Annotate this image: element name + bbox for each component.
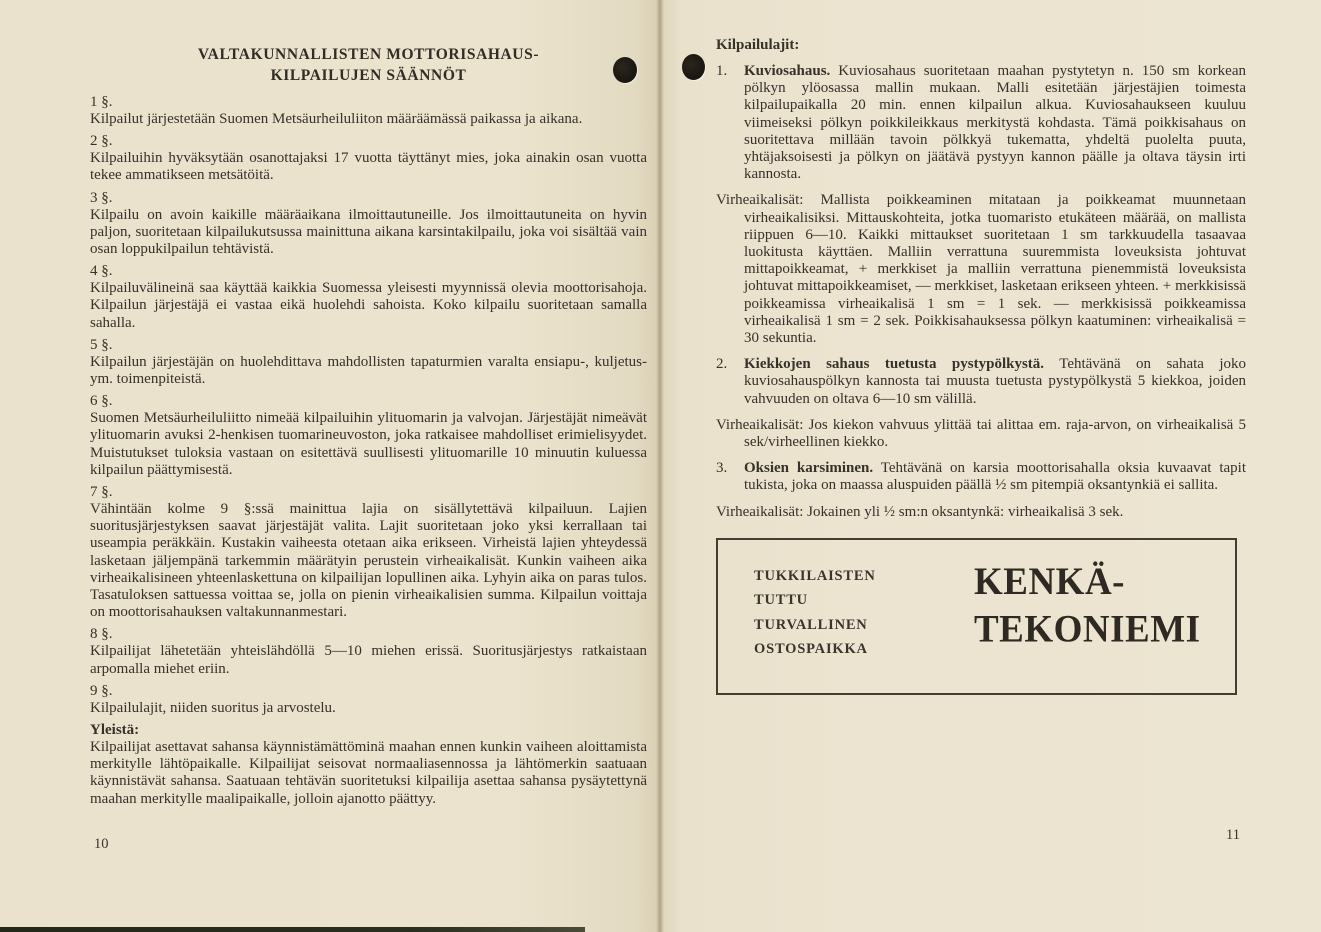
penalty-2-label: Virheaikalisät:: [716, 416, 804, 433]
events-heading: Kilpailulajit:: [716, 37, 800, 53]
event-item-2-title: Kiekkojen sahaus tuetusta pystypölkystä.: [744, 356, 1045, 373]
section-9-heading: 9 §.: [90, 682, 113, 699]
section-6-body: Suomen Metsäurheiluliitto nimeää kilpailuihin ylituomarin ja valvojan. Järjestäjät nimeävät ylituomarin avuksi 2-henkisen tuomarineuvoston, joka ratkaisee mahdolliset erimielisyydet. Muistutukset tuloksia vastaan on esitettävä suullisesti ylituomarille 10 minuutin kuluessa kilpailun päättymisestä.: [90, 410, 647, 478]
event-item-1: [716, 63, 1246, 183]
event-item-1-title: Kuviosahaus.: [744, 63, 831, 79]
page-number-left: 10: [94, 836, 109, 852]
penalty-1-label: Virheaikalisät:: [716, 192, 804, 209]
section-5-heading: 5 §.: [90, 336, 113, 353]
event-item-3-number: 3.: [716, 460, 728, 477]
event-item-3-title: Oksien karsiminen.: [744, 460, 874, 477]
event-item-2: [716, 356, 1246, 408]
section-7-body: Vähintään kolme 9 §:ssä mainittua lajia on sisällytettävä kilpailuun. Lajien suoritusjärjestyksen saavat järjestäjät valita. Lajit suoritetaan joko yksi kerrallaan tai useampia peräkkäin. Kustakin vaiheesta otetaan aika erikseen. Virheistä lajien yhteydessä lasketaan jäljempänä tarkemmin määrätyin perustein virheaikalisät. Kunkin vaiheen aika virheaikalisineen yhteenlaskettuna on kilpailijan lopullinen aika. Lyhyin aika on paras tulos. Tasatuloksen sattuessa voittaa se, jolla on pienin virheaikalisien summa. Kilpailun voittaja on moottorisahauksen valtakunnanmestari.: [90, 501, 647, 621]
advert-tagline-line3: TURVALLINEN: [754, 616, 868, 633]
section-3-heading: 3 §.: [90, 189, 113, 206]
section-9-body: Kilpailulajit, niiden suoritus ja arvostelu.: [90, 699, 336, 716]
penalty-paragraph-3: [716, 504, 1246, 521]
advert-tagline: [754, 564, 876, 662]
section-7-heading: 7 §.: [90, 484, 113, 501]
event-item-3: [716, 460, 1246, 494]
advert-brand-line2: TEKONIEMI: [974, 607, 1201, 652]
scan-edge: [0, 927, 585, 932]
section-8-body: Kilpailijat lähetetään yhteislähdöllä 5—10 miehen erissä. Suoritusjärjestys ratkaistaan arpomalla miehet eriin.: [90, 643, 647, 677]
section-2-body: Kilpailuihin hyväksytään osanottajaksi 17 vuotta täyttänyt mies, joka ainakin osan vuotta tekee ammatikseen metsätöitä.: [90, 150, 647, 184]
document-title-line1: VALTAKUNNALLISTEN MOTTORISAHAUS-: [197, 46, 540, 63]
general-heading: Yleistä:: [90, 722, 140, 739]
section-3-body: Kilpailu on avoin kaikille määräaikana ilmoittautuneille. Jos ilmoittautuneita on hyvin paljon, suoritetaan kilpailukutsussa mainittuna aikana karsintakilpailu, joka voi sisältää vain osan loppukilpailun tehtävistä.: [90, 206, 647, 258]
penalty-paragraph-1: [716, 192, 1246, 347]
section-8-heading: 8 §.: [90, 626, 113, 643]
advert-brand-name: [974, 558, 1201, 653]
advertisement-box: [716, 538, 1237, 695]
advert-brand-line1: KENKÄ-: [974, 559, 1125, 604]
event-item-1-body: Kuviosahaus suoritetaan maahan pystytetyn n. 150 sm korkean pölkyn ylöosassa mallin mukaan. Malli esitetään järjestäjien toimesta kilpailupaikalla 20 min. ennen kilpailun alkua. Kuviosahaukseen kuuluu viimeiseksi pölkyn poikkileikkaus merkitystä kohdasta. Tämä poikkisahaus on suoritettava millään tavoin pölkkyä tukematta, yhdeltä puolelta puuta, yhtäjaksoisesti ja pölkyn on jäätävä pystyyn kannon päälle ja oltava täysin irti kannosta.: [744, 63, 1246, 183]
event-item-2-number: 2.: [716, 356, 728, 373]
penalty-1-body: Mallista poikkeaminen mitataan ja poikkeamat muunnetaan virheaikalisiksi. Mittauskohteita, jotka tuomaristo etukäteen määrää, on mallista riippuen 6—10. Kaikki mittaukset suoritetaan 1 sm tarkkuudella tasaavaa luokitusta käyttäen. Malliin verrattuna suuremmista loveuksista johtuvat mittapoikkeamat, + merkkiset ja malliin verrattuna pienemmistä loveuksista johtuvat mittapoikkeamiset, — merkkiset, lasketaan erikseen yhteen. + merkkisissä poikkeamissa virheaikalisä 1 sm = 1 sek. — merkkisissä poikkeamissa virheaikalisä 1 sm = 2 sek. Poikkisahauksessa pölkyn kaatuminen: virheaikalisä = 30 sekuntia.: [744, 192, 1247, 347]
penalty-3-label: Virheaikalisät:: [716, 503, 804, 520]
section-2-heading: 2 §.: [90, 133, 113, 150]
page-number-right: 11: [1226, 827, 1240, 843]
section-4-heading: 4 §.: [90, 263, 113, 280]
penalty-2-body: Jos kiekon vahvuus ylittää tai alittaa em. raja-arvon, on virheaikalisä 5 sek/virheellinen kiekko.: [744, 416, 1246, 451]
penalty-3-body: Jokainen yli ½ sm:n oksantynkä: virheaikalisä 3 sek.: [807, 503, 1124, 520]
page-gutter: [656, 0, 664, 932]
right-page-text-column: [716, 36, 1246, 695]
document-title: [90, 44, 647, 86]
punch-hole-icon: [682, 54, 705, 80]
advert-tagline-line4: OSTOSPAIKKA: [754, 641, 868, 658]
penalty-paragraph-2: [716, 417, 1246, 451]
general-body: Kilpailijat asettavat sahansa käynnistämättöminä maahan ennen kunkin vaiheen aloittamista merkitylle lähtöpaikalle. Kilpailijat seisovat normaaliasennossa ja lähtömerkin saatuaan käynnistävät sahansa. Saatuaan tehtävän suoritetuksi kilpailija asettaa sahansa pysäytettynä maahan merkitylle maalipaikalle, jolloin ajanotto päättyy.: [90, 739, 647, 807]
section-1-heading: 1 §.: [90, 94, 113, 110]
event-item-1-number: 1.: [716, 63, 728, 79]
left-page-text-column: [90, 44, 647, 808]
document-title-line2: KILPAILUJEN SÄÄNNÖT: [270, 67, 467, 84]
section-5-body: Kilpailun järjestäjän on huolehdittava mahdollisten tapaturmien varalta ensiapu-, kuljetus- ym. toimenpiteistä.: [90, 353, 647, 388]
event-item-3-body: Tehtävänä on karsia moottorisahalla oksia kuvaavat tapit tukista, joka on maassa aluspuiden päällä ½ sm pitempiä oksantynkiä ei sallita.: [744, 460, 1246, 494]
section-4-body: Kilpailuvälineinä saa käyttää kaikkia Suomessa yleisesti myynnissä olevia moottorisahoja. Kilpailun järjestäjä ei vastaa eikä huolehdi sahoista. Koko kilpailu suoritetaan samalla sahalla.: [90, 280, 647, 331]
advert-tagline-line2: TUTTU: [754, 592, 808, 609]
section-1-body: Kilpailut järjestetään Suomen Metsäurheiluliiton määräämässä paikassa ja aikana.: [90, 111, 583, 127]
advert-tagline-line1: TUKKILAISTEN: [754, 567, 876, 584]
section-6-heading: 6 §.: [90, 393, 113, 410]
event-item-2-body: Tehtävänä on sahata joko kuviosahauspölkyn kannosta tai muusta tuetusta pystypölkystä 5 kiekkoa, joiden vahvuuden on oltava 6—10 sm välillä.: [744, 356, 1247, 407]
